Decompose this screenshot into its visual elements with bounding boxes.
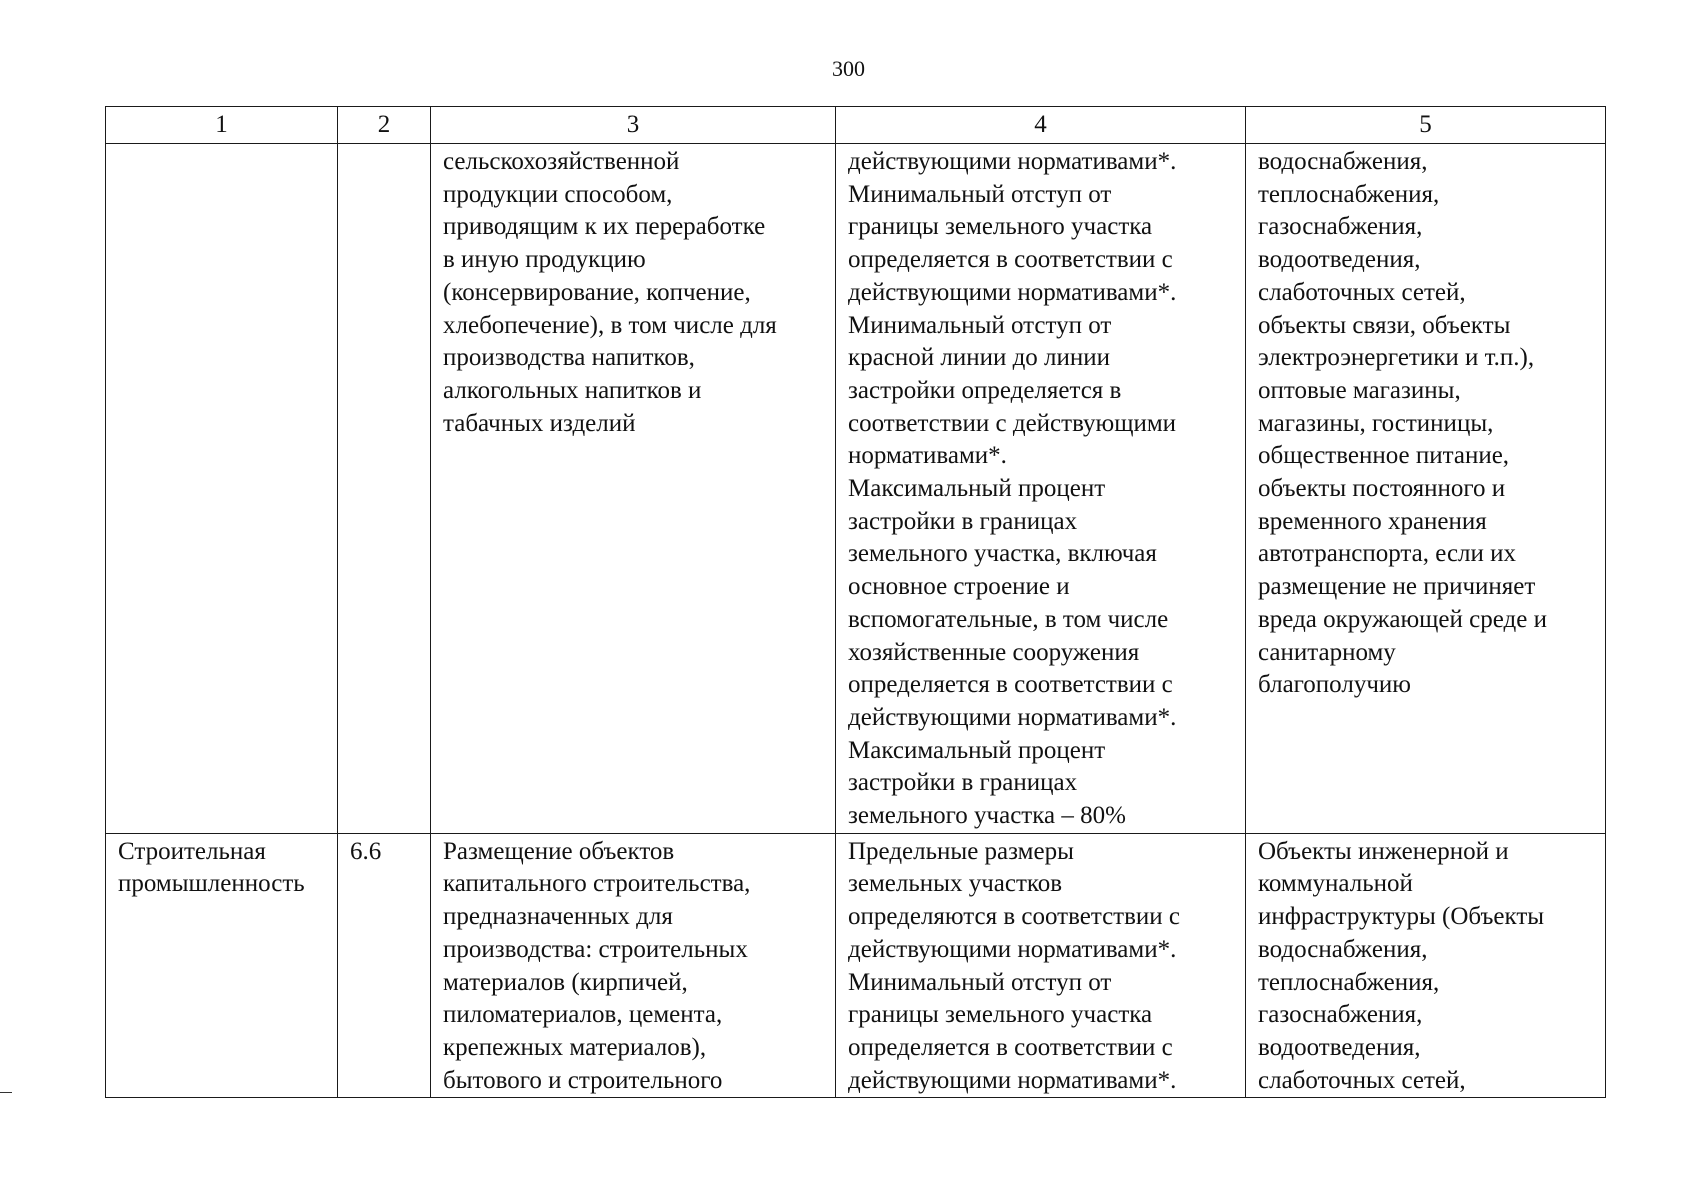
cell-text: Размещение объектов капитального строительства, предназначенных для производства: строительных материалов (кирпичей, пиломатериалов, цемента, крепежных материалов), бытового и строительного: [443, 837, 751, 1094]
column-header-5: 5: [1246, 107, 1606, 144]
cell-use-code: [338, 833, 431, 1098]
table-row: [106, 144, 1606, 834]
cell-text: действующими нормативами*. Минимальный отступ от границы земельного участка определяется в соответствии с действующими нормативами*. Минимальный отступ от красной линии до линии застройки определяется в соответствии с действующими нормативами*. Максимальный процент застройки в границах земельного участка, включая основное строение и вспомогательные, в том числе хозяйственные сооружения определяется в соответствии с действующими нормативами*. Максимальный процент застройки в границах земельного участка – 80%: [848, 148, 1177, 830]
column-header-3: 3: [431, 107, 836, 144]
cell-parameters: [836, 144, 1246, 834]
cell-use-name: [106, 144, 338, 834]
cell-text: 6.6: [350, 837, 382, 865]
cell-use-description: [431, 833, 836, 1098]
cell-parameters: [836, 833, 1246, 1098]
cell-auxiliary-uses: [1246, 833, 1606, 1098]
cell-text: Объекты инженерной и коммунальной инфраструктуры (Объекты водоснабжения, теплоснабжения, газоснабжения, водоотведения, слаботочных сетей,: [1258, 837, 1545, 1094]
cell-use-description: [431, 144, 836, 834]
page-number: 300: [832, 56, 865, 81]
column-header-1: 1: [106, 107, 338, 144]
cell-text: Предельные размеры земельных участков определяются в соответствии с действующими нормативами*. Минимальный отступ от границы земельного участка определяется в соответствии с действующими нормативами*.: [848, 837, 1181, 1094]
cell-auxiliary-uses: [1246, 144, 1606, 834]
column-header-4: 4: [836, 107, 1246, 144]
margin-mark: [0, 1092, 12, 1093]
cell-text: сельскохозяйственной продукции способом, приводящим к их переработке в иную продукцию (консервирование, копчение, хлебопечение), в том числе для производства напитков, алкогольных напитков и табачных изделий: [443, 148, 777, 437]
land-use-table: [105, 106, 1606, 1098]
cell-use-name: [106, 833, 338, 1098]
table-row: [106, 833, 1606, 1098]
cell-text: водоснабжения, теплоснабжения, газоснабжения, водоотведения, слаботочных сетей, объекты связи, объекты электроэнергетики и т.п.), оптовые магазины, магазины, гостиницы, общественное питание, объекты постоянного и временного хранения автотранспорта, если их размещение не причиняет вреда окружающей среде и санитарному благополучию: [1258, 148, 1547, 699]
table-header-row: [106, 107, 1606, 144]
cell-use-code: [338, 144, 431, 834]
column-header-2: 2: [338, 107, 431, 144]
cell-text: Строительная промышленность: [118, 837, 305, 898]
